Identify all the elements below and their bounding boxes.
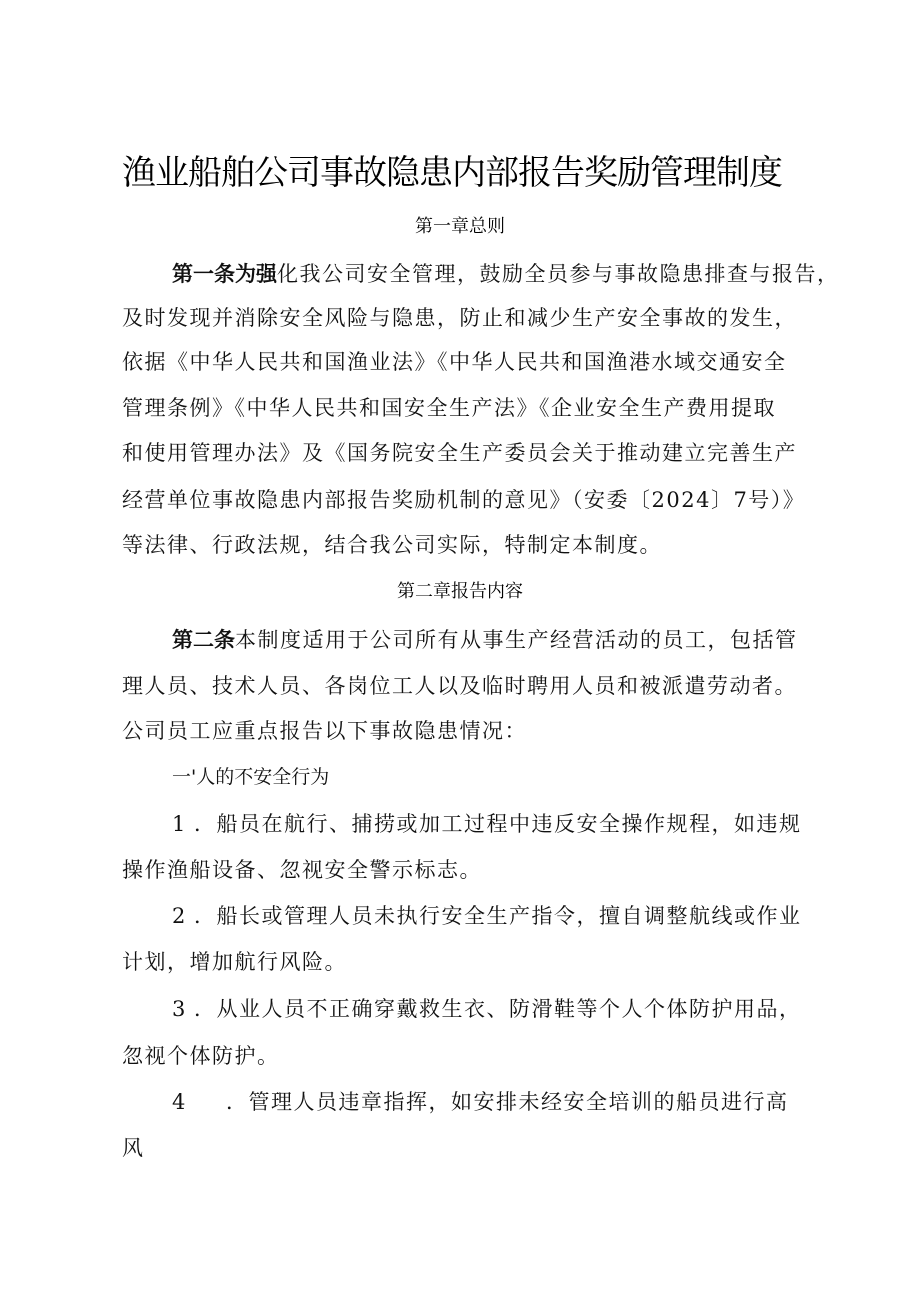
- chapter-2-heading: 第二章报告内容: [397, 581, 523, 602]
- article-1-line-3: 依据《中华人民共和国渔业法》《中华人民共和国渔港水域交通安全: [122, 350, 787, 374]
- article-1-line-5: 和使用管理办法》及《国务院安全生产委员会关于推动建立完善生产: [122, 441, 797, 465]
- item-4-line-2: 风: [122, 1136, 145, 1160]
- article-1-line-7: 等法律、行政法规，结合我公司实际，特制定本制度。: [122, 533, 662, 557]
- article-1-line-1: [172, 264, 840, 285]
- article-1-lead: 第一条为强: [172, 262, 277, 286]
- item-4-text-1: ．管理人员违章指挥，如安排未经安全培训的船员进行高: [226, 1090, 789, 1114]
- item-4-line-1: [172, 1092, 789, 1113]
- item-2-line-1: [172, 906, 802, 927]
- item-2-number: 2: [172, 904, 187, 928]
- item-2-line-2: 计划，增加航行风险。: [122, 950, 347, 974]
- article-2-lead: 第二条: [172, 628, 235, 652]
- item-3-number: 3: [172, 997, 187, 1021]
- item-1-number: 1: [172, 812, 187, 836]
- item-3-text-1: ．从业人员不正确穿戴救生衣、防滑鞋等个人个体防护用品，: [194, 997, 802, 1021]
- item-1-line-1: [172, 814, 802, 835]
- item-1-text-1: ．船员在航行、捕捞或加工过程中违反安全操作规程，如违规: [194, 812, 802, 836]
- item-2-text-1: ．船长或管理人员未执行安全生产指令，擅自调整航线或作业: [194, 904, 802, 928]
- document-title: 渔业船舶公司事故隐患内部报告奖励管理制度: [122, 153, 782, 193]
- article-1-line-4: 管理条例》《中华人民共和国安全生产法》《企业安全生产费用提取: [122, 396, 776, 420]
- item-3-line-1: [172, 999, 802, 1020]
- article-1-line-6: 经营单位事故隐患内部报告奖励机制的意见》（安委〔2024〕7号）》: [122, 488, 806, 512]
- article-2-text-1: 本制度适用于公司所有从事生产经营活动的员工，包括管: [235, 628, 798, 652]
- article-1-text-1: 化我公司安全管理，鼓励全员参与事故隐患排查与报告，: [277, 262, 840, 286]
- section-1-heading: 一'人的不安全行为: [172, 766, 330, 788]
- item-3-line-2: 忽视个体防护。: [122, 1044, 280, 1068]
- item-4-number: 4: [172, 1090, 187, 1114]
- article-1-line-2: 及时发现并消除安全风险与隐患，防止和减少生产安全事故的发生，: [122, 306, 797, 330]
- item-1-line-2: 操作渔船设备、忽视安全警示标志。: [122, 858, 482, 882]
- article-2-line-2: 理人员、技术人员、各岗位工人以及临时聘用人员和被派遣劳动者。: [122, 674, 797, 698]
- article-2-line-1: [172, 630, 798, 651]
- article-2-line-3: 公司员工应重点报告以下事故隐患情况：: [122, 719, 527, 743]
- chapter-1-heading: 第一章总则: [415, 216, 505, 237]
